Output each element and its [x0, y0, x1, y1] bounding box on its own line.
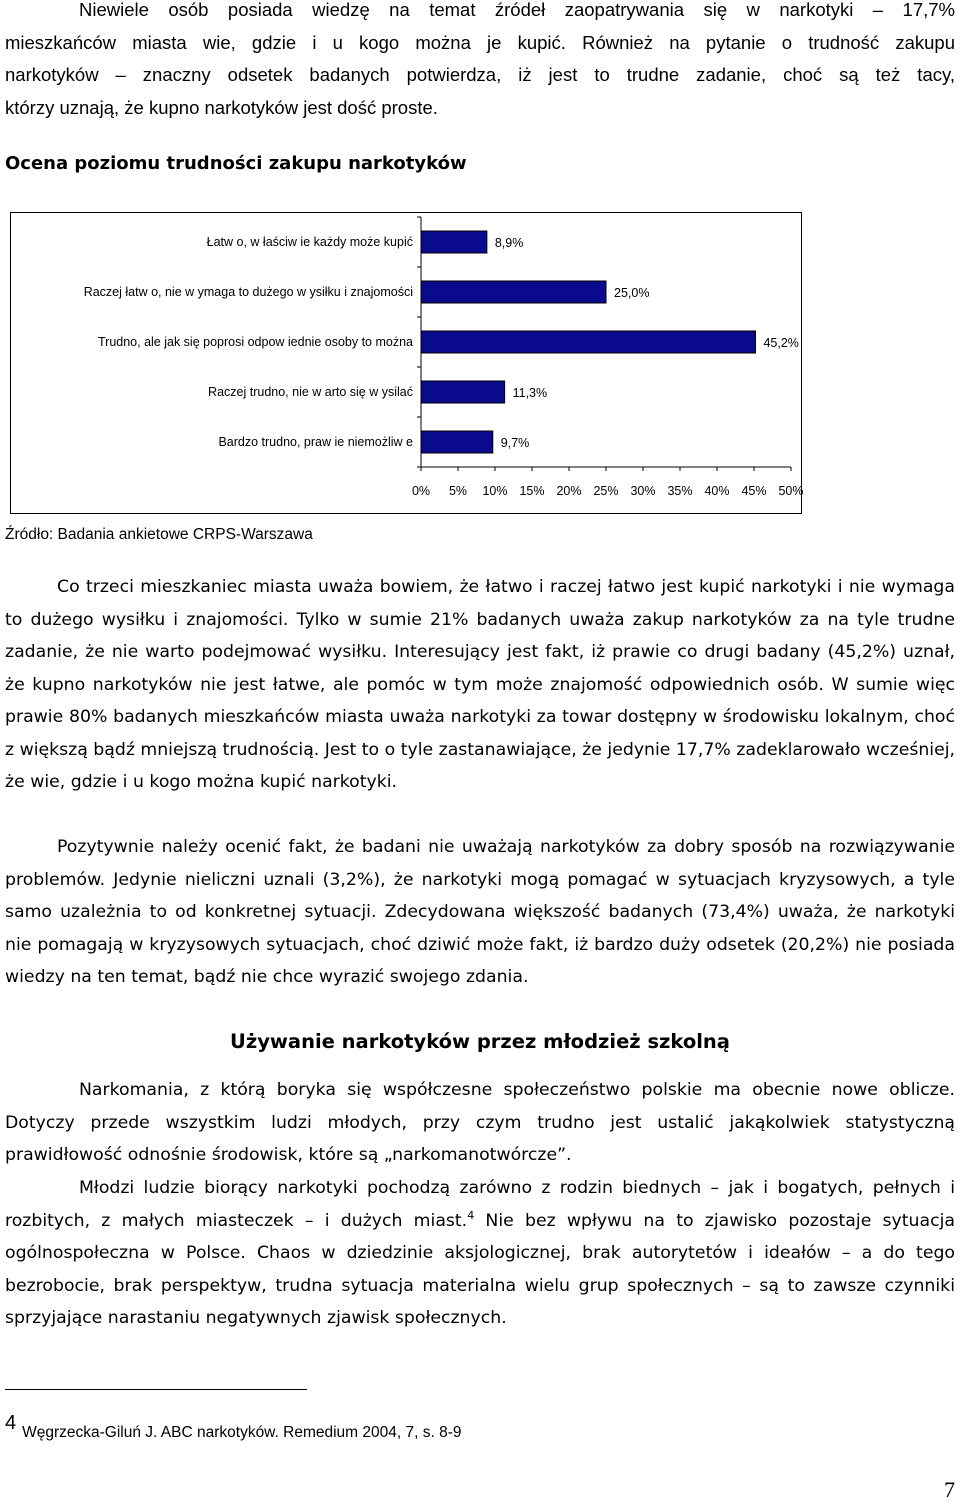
bar	[421, 431, 493, 453]
footnote-number: 4	[5, 1412, 17, 1434]
chart-frame	[10, 212, 802, 514]
paragraph-3: Narkomania, z którą boryka się współczesne społeczeństwo polskie ma obecnie nowe oblicze. Dotyczy przede wszystkim ludzi młodych, przy czym trudno jest ustalić jakąkolwiek statystyczną prawidłowość odnośnie środowisk, które są „narkomanotwórcze”.	[5, 1080, 955, 1165]
category-label: Raczej łatw o, nie w ymaga to dużego w ysiłku i znajomości	[83, 285, 413, 299]
tick-label: 20%	[556, 484, 582, 498]
chart-source: Źródło: Badania ankietowe CRPS-Warszawa	[5, 526, 313, 543]
data-label: 8,9%	[494, 236, 524, 250]
tick-label: 45%	[741, 484, 767, 498]
bar	[421, 381, 505, 403]
bar	[421, 281, 606, 303]
footnote-text: Węgrzecka-Giluń J. ABC narkotyków. Remedium 2004, 7, s. 8-9	[22, 1424, 462, 1441]
tick-label: 5%	[448, 484, 468, 498]
footnote-ref[interactable]: 4	[467, 1208, 475, 1222]
tick-label: 15%	[519, 484, 545, 498]
tick-label: 40%	[704, 484, 730, 498]
page-number: 7	[944, 1477, 955, 1502]
category-label: Łatw o, w łaściw ie każdy może kupić	[206, 235, 413, 249]
tick-label: 10%	[482, 484, 508, 498]
intro-line: mieszkańców miasta wie, gdzie i u kogo można je kupić. Również na pytanie o trudność zakupu	[5, 31, 955, 53]
intro-line: którzy uznają, że kupno narkotyków jest dość proste.	[5, 96, 438, 118]
data-label: 11,3%	[512, 386, 548, 400]
tick-label: 35%	[667, 484, 693, 498]
data-label: 9,7%	[500, 436, 530, 450]
tick-label: 25%	[593, 484, 619, 498]
paragraph-4-part-a: Młodzi ludzie biorący narkotyki pochodzą zarówno z rodzin biednych – jak i bogatych, pełnych i rozbitych, z małych miasteczek – i dużych miast.	[5, 1178, 955, 1231]
tick-label: 30%	[630, 484, 656, 498]
paragraph-4	[5, 1172, 955, 1335]
chart-title: Ocena poziomu trudności zakupu narkotyków	[5, 153, 467, 174]
footnote	[5, 1412, 462, 1443]
paragraph-4-part-b: Nie bez wpływu na to zjawisko pozostaje sytuacja ogólnospołeczna w Polsce. Chaos w dziedzinie aksjologicznej, brak autorytetów i ideałów – a do tego bezrobocie, brak perspektyw, trudna sytuacja materialna wielu grup społecznych – są to zawsze czynniki sprzyjające narastaniu negatywnych zjawisk społecznych.	[5, 1210, 955, 1328]
paragraph-2: Pozytywnie należy ocenić fakt, że badani nie uważają narkotyków za dobry sposób na rozwiązywanie problemów. Jedynie nieliczni uznali (3,2%), że narkotyki mogą pomagać w sytuacjach kryzysowych, a tyle samo uzależnia to od konkretnej sytuacji. Zdecydowana większość badanych (73,4%) uważa, że narkotyki nie pomagają w kryzysowych sytuacjach, choć dziwić może fakt, iż bardzo duży odsetek (20,2%) nie posiada wiedzy na ten temat, bądź nie chce wyrazić swojego zdania.	[5, 837, 955, 987]
bar	[421, 231, 487, 253]
data-label: 45,2%	[763, 336, 799, 350]
category-label: Bardzo trudno, praw ie niemożliw e	[218, 435, 413, 449]
tick-label: 50%	[778, 484, 804, 498]
footnote-rule	[5, 1389, 307, 1390]
intro-line: narkotyków – znaczny odsetek badanych potwierdza, iż jest to trudne zadanie, choć są też tacy,	[5, 64, 955, 85]
tick-label: 0%	[411, 484, 431, 498]
intro-line: Niewiele osób posiada wiedzę na temat źródeł zaopatrywania się w narkotyki – 17,7%	[79, 0, 955, 20]
paragraph-1: Co trzeci mieszkaniec miasta uważa bowiem, że łatwo i raczej łatwo jest kupić narkotyki i nie wymaga to dużego wysiłku i znajomości. Tylko w sumie 21% badanych uważa zakup narkotyków za na tyle trudne zadanie, że nie warto podejmować wysiłku. Interesujący jest fakt, iż prawie co drugi badany (45,2%) uznał, że kupno narkotyków nie jest łatwe, ale pomóc w tym może znajomość odpowiednich osób. W sumie więc prawie 80% badanych mieszkańców miasta uważa narkotyki za towar dostępny w środowisku lokalnym, choć z większą bądź mniejszą trudnością. Jest to o tyle zastanawiające, że jedynie 17,7% zadeklarowało wcześniej, że wie, gdzie i u kogo można kupić narkotyki.	[5, 577, 956, 792]
intro-paragraph	[5, 0, 955, 124]
category-label: Raczej trudno, nie w arto się w ysilać	[208, 385, 413, 399]
bar-chart	[11, 213, 804, 513]
data-label: 25,0%	[614, 286, 650, 300]
bar	[421, 331, 755, 353]
category-label: Trudno, ale jak się poprosi odpow iednie osoby to można	[97, 335, 413, 349]
section-heading: Używanie narkotyków przez młodzież szkolną	[230, 1030, 730, 1053]
